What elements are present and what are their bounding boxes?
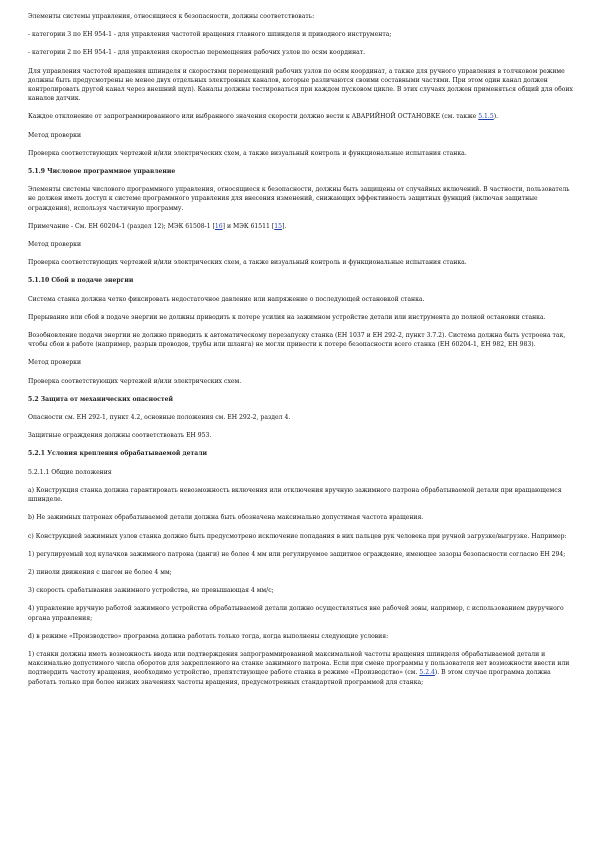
paragraph: Элементы системы управления, относящиеся к безопасности, должны соответствовать: — [28, 13, 315, 20]
paragraph-text: ] и МЭК 61511 [ — [222, 222, 275, 230]
method-label: Метод проверки — [28, 241, 82, 249]
document-body — [28, 12, 573, 696]
method-label: Метод проверки — [28, 359, 82, 367]
paragraph: Элементы системы числового программного управления, относящиеся к безопасности, должны быть защищены от случайных включений. В частности, пользователь не должен иметь доступ к системе программного управления для внесения изменений, снижающих эффективность защитных функций (включая защитные ограждения), используя частичную программу. — [28, 186, 570, 212]
paragraph — [28, 650, 573, 687]
note — [28, 222, 573, 231]
paragraph-text: Примечание - См. ЕН 60204-1 (раздел 12); МЭК 61508-1 [ — [28, 222, 215, 230]
paragraph: Для управления частотой вращения шпинделя и скоростями перемещений рабочих узлов по осям координат, а также для ручного управления в толчковом режиме должны быть предусмотрены не менее двух отдельных электронных каналов, которые различаются своими составными частями. При этом один канал должен контролировать другой канал через внешний щуп). Каналы должны тестироваться при каждом пусковом цикле. В этих случаях должен применяться общий для обоих каналов датчик. — [28, 67, 573, 103]
paragraph: Проверка соответствующих чертежей и/или электрических схем, а также визуальный контроль и функциональные испытания станка. — [28, 149, 467, 157]
paragraph — [28, 112, 573, 121]
paragraph: Прерывание или сбой в подаче энергии не должны приводить к потере усилия на зажимном устройстве детали или инструмента до полной остановки станка. — [28, 313, 546, 321]
link-5-1-5[interactable]: 5.1.5 — [478, 113, 494, 121]
paragraph: 1) регулируемый ход кулачков зажимного патрона (цанги) не более 4 мм или регулируемое защитное ограждение, имеющее зазоры безопасности согласно ЕН 294; — [28, 550, 566, 558]
paragraph: - категории 3 по ЕН 954-1 - для управления частотой вращения главного шпинделя и приводного инструмента; — [28, 31, 392, 39]
paragraph: Проверка соответствующих чертежей и/или электрических схем. — [28, 377, 242, 385]
subsection-heading: 5.2.1.1 Общие положения — [28, 468, 112, 476]
paragraph-text: ). — [493, 113, 499, 121]
paragraph: Опасности см. ЕН 292-1, пункт 4.2, основные положения см. ЕН 292-2, раздел 4. — [28, 414, 291, 422]
paragraph: 2) пиноли движения с шагом не более 4 мм; — [28, 568, 172, 576]
link-ref-15[interactable]: 15 — [274, 222, 283, 230]
paragraph: Система станка должна четко фиксировать недостаточное давление или напряжение о последующей остановкой станка. — [28, 295, 425, 303]
paragraph: d) в режиме «Производство» программа должна работать только тогда, когда выполнены следующие условия: — [28, 632, 389, 640]
paragraph: с) Конструкцией зажимных узлов станка должно быть предусмотрено исключение попадания в них пальцев рук человека при ручной загрузке/выгрузке. Например: — [28, 532, 567, 540]
paragraph-text: ). В этом случае программа должна работать только при более низких значениях частоты вращения, предусмотренных стандартной программой для станка; — [28, 669, 551, 686]
section-heading: 5.2.1 Условия крепления обрабатываемой детали — [28, 450, 208, 458]
paragraph: 3) скорость срабатывания зажимного устройства, не превышающая 4 мм/с; — [28, 587, 274, 595]
section-heading: 5.1.10 Сбой в подаче энергии — [28, 277, 134, 285]
paragraph-text: ]. — [282, 222, 287, 230]
paragraph-text: 1) станки должны иметь возможность ввода или подтверждения запрограммированной максимальной частоты вращения шпинделя обрабатываемой детали и максимально допустимого числа оборотов для закрепленного на станке зажимного патрона. Если при смене программы у пользователя нет возможности ввести или подтвердить частоту вращения, необходимо устройство, препятствующее работе станка в режиме «Производство» (см. — [28, 650, 570, 677]
paragraph: а) Конструкция станка должна гарантировать невозможность включения или отключения вручную зажимного патрона обрабатываемой детали при вращающемся шпинделе. — [28, 486, 562, 504]
paragraph-text: Каждое отклонение от запрограммированного или выбранного значения скорости должно вести к АВАРИЙНОЙ ОСТАНОВКЕ (см. также — [28, 113, 479, 121]
paragraph: Защитные ограждения должны соответствовать ЕН 953. — [28, 432, 212, 440]
paragraph: - категории 2 по ЕН 954-1 - для управления скоростью перемещения рабочих узлов по осям координат. — [28, 49, 366, 57]
paragraph: Проверка соответствующих чертежей и/или электрических схем, а также визуальный контроль и функциональные испытания станка. — [28, 259, 467, 267]
paragraph: 4) управление вручную работой зажимного устройства обрабатываемой детали должно осуществляться вне рабочей зоны, например, с использованием двуручного органа управления; — [28, 605, 564, 622]
paragraph: b) Не зажимных патронах обрабатываемой детали должна быть обозначена максимально допустимая частота вращения. — [28, 514, 424, 522]
section-heading: 5.2 Защита от механических опасностей — [28, 395, 174, 403]
link-5-2-4[interactable]: 5.2.4 — [419, 669, 435, 677]
section-heading: 5.1.9 Числовое программное управление — [28, 168, 176, 176]
link-ref-16[interactable]: 16 — [214, 222, 223, 230]
paragraph: Возобновление подачи энергии не должно приводить к автоматическому перезапуску станка (ЕН 1037 и ЕН 292-2, пункт 3.7.2). Система должна быть устроена так, чтобы сбои в работе (например, разрыв проводов, трубы или шланга) не могли привести к потере безопасности всего станка (ЕН 60204-1, ЕН 982, ЕН 983). — [28, 332, 566, 349]
method-label: Метод проверки — [28, 131, 82, 139]
